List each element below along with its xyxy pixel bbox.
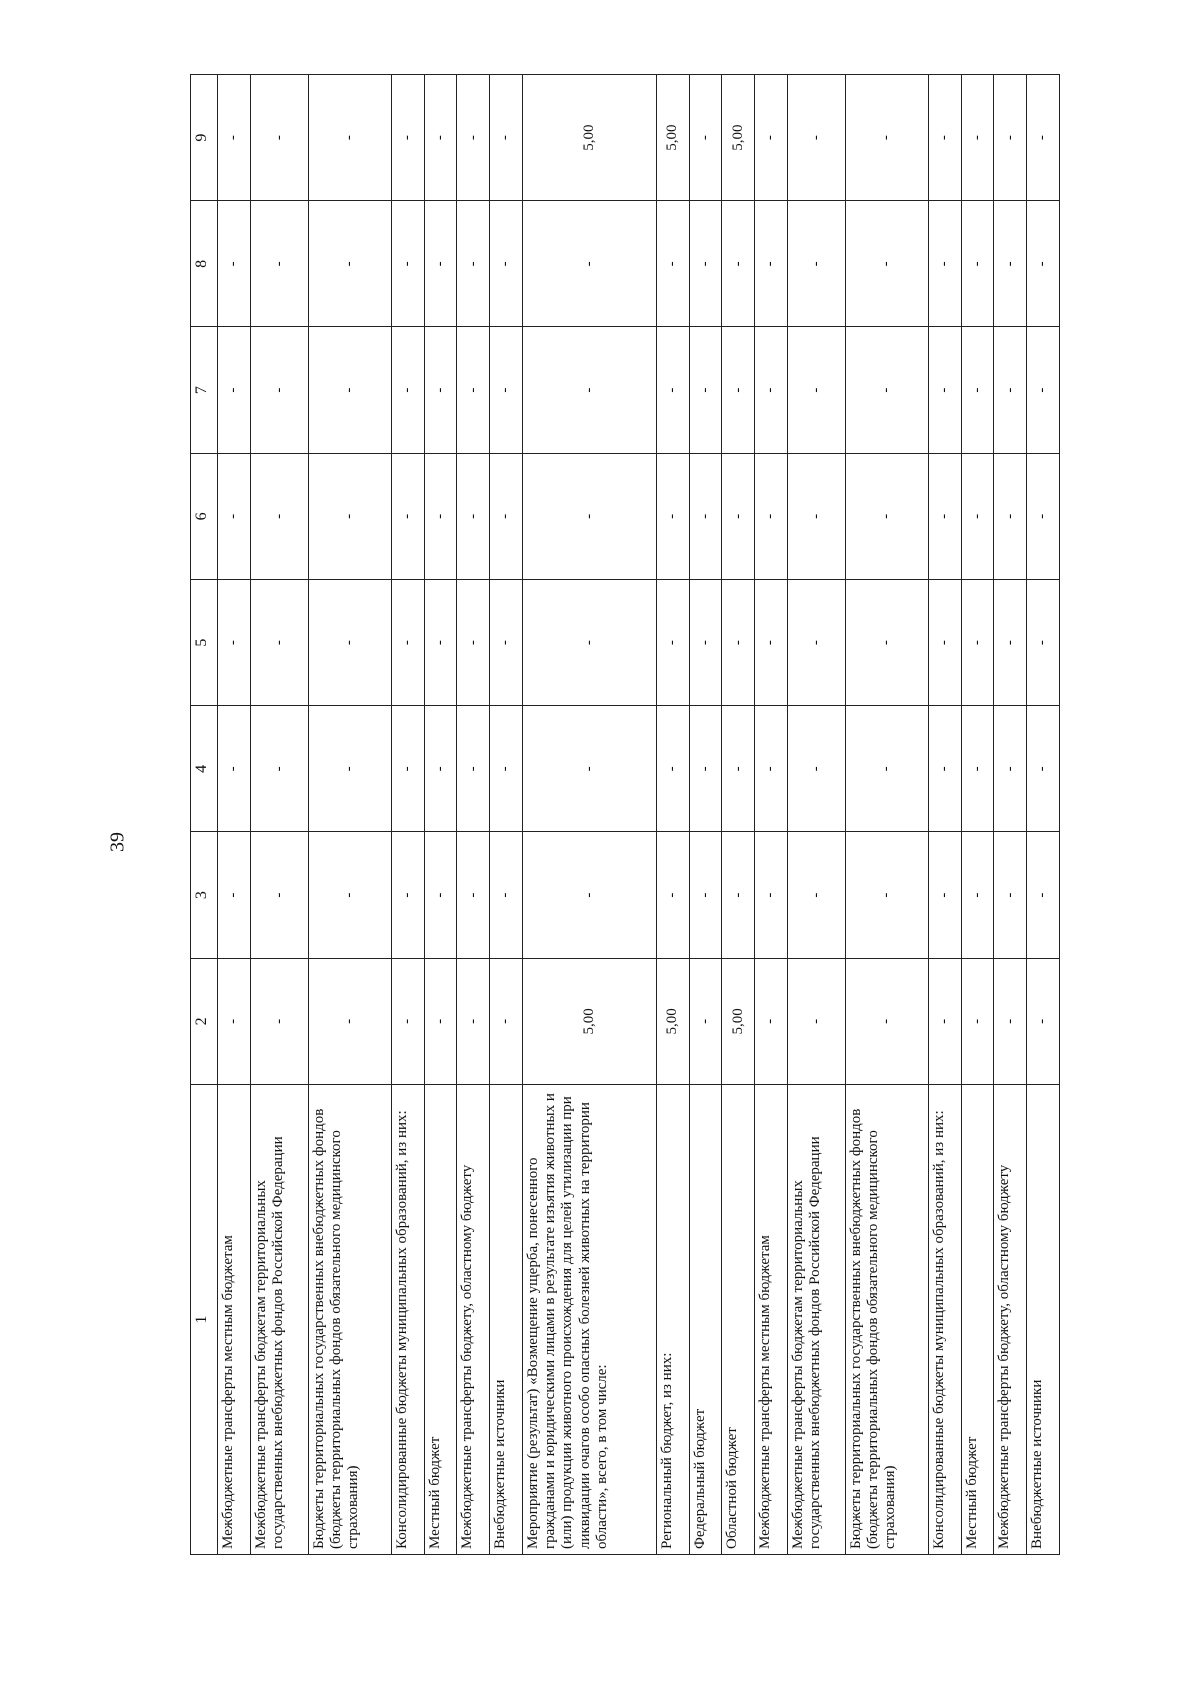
cell-value: -: [689, 832, 722, 958]
row-label: Местный бюджет: [424, 1085, 457, 1555]
cell-value: -: [392, 75, 425, 201]
cell-value: -: [689, 580, 722, 706]
cell-value: -: [250, 958, 308, 1084]
cell-value: -: [490, 832, 523, 958]
budget-table: [190, 74, 1060, 1555]
cell-value: -: [787, 201, 845, 327]
cell-value: -: [392, 832, 425, 958]
cell-value: -: [845, 706, 928, 832]
table-row: [1027, 75, 1060, 1555]
table-row: [755, 75, 788, 1555]
cell-value: -: [689, 327, 722, 453]
cell-value: -: [787, 958, 845, 1084]
cell-value: -: [250, 201, 308, 327]
column-header: 6: [191, 453, 218, 579]
cell-value: -: [929, 832, 962, 958]
cell-value: -: [457, 958, 490, 1084]
row-label: Межбюджетные трансферты бюджетам территориальных государственных внебюджетных фондов Российской Федерации: [787, 1085, 845, 1555]
cell-value: -: [490, 327, 523, 453]
row-label: Мероприятие (результат) «Возмещение ущерба, понесенного гражданами и юридическими лицами в результате изъятия животных и (или) продукции животного происхождения для целей утилизации при ликвидации очагов особо опасных болезней животных на территории области», всего, в том числе:: [522, 1085, 656, 1555]
cell-value: 5,00: [722, 958, 755, 1084]
cell-value: -: [218, 580, 251, 706]
cell-value: 5,00: [522, 958, 656, 1084]
cell-value: -: [656, 832, 689, 958]
cell-value: -: [522, 832, 656, 958]
cell-value: -: [424, 201, 457, 327]
cell-value: -: [961, 453, 994, 579]
cell-value: -: [929, 958, 962, 1084]
cell-value: -: [722, 580, 755, 706]
cell-value: -: [218, 958, 251, 1084]
cell-value: 5,00: [522, 75, 656, 201]
table-header-row: [191, 75, 218, 1555]
row-label: Местный бюджет: [961, 1085, 994, 1555]
table-row: [490, 75, 523, 1555]
row-label: Областной бюджет: [722, 1085, 755, 1555]
cell-value: -: [845, 327, 928, 453]
cell-value: -: [722, 832, 755, 958]
column-header: 2: [191, 958, 218, 1084]
cell-value: -: [392, 580, 425, 706]
cell-value: -: [457, 580, 490, 706]
cell-value: -: [656, 327, 689, 453]
cell-value: -: [424, 958, 457, 1084]
cell-value: -: [689, 706, 722, 832]
row-label: Консолидированные бюджеты муниципальных образований, из них:: [929, 1085, 962, 1555]
cell-value: -: [490, 75, 523, 201]
column-header: 9: [191, 75, 218, 201]
row-label: Межбюджетные трансферты бюджету, областному бюджету: [994, 1085, 1027, 1555]
cell-value: -: [961, 580, 994, 706]
cell-value: -: [656, 580, 689, 706]
cell-value: -: [218, 832, 251, 958]
cell-value: -: [250, 75, 308, 201]
cell-value: -: [994, 580, 1027, 706]
row-label: Федеральный бюджет: [689, 1085, 722, 1555]
row-label: Внебюджетные источники: [490, 1085, 523, 1555]
cell-value: -: [1027, 201, 1060, 327]
cell-value: -: [424, 75, 457, 201]
cell-value: -: [457, 201, 490, 327]
cell-value: -: [308, 75, 391, 201]
cell-value: -: [787, 832, 845, 958]
cell-value: -: [656, 201, 689, 327]
cell-value: -: [457, 832, 490, 958]
cell-value: -: [218, 75, 251, 201]
cell-value: -: [1027, 958, 1060, 1084]
table-row: [845, 75, 928, 1555]
table-row: [522, 75, 656, 1555]
cell-value: -: [250, 832, 308, 958]
cell-value: -: [457, 453, 490, 579]
cell-value: -: [961, 958, 994, 1084]
cell-value: -: [392, 327, 425, 453]
cell-value: -: [457, 327, 490, 453]
row-label: Региональный бюджет, из них:: [656, 1085, 689, 1555]
cell-value: -: [755, 832, 788, 958]
row-label: Консолидированные бюджеты муниципальных образований, из них:: [392, 1085, 425, 1555]
cell-value: -: [490, 706, 523, 832]
cell-value: -: [994, 201, 1027, 327]
cell-value: -: [787, 580, 845, 706]
cell-value: -: [392, 958, 425, 1084]
table-row: [929, 75, 962, 1555]
cell-value: -: [490, 958, 523, 1084]
cell-value: -: [787, 453, 845, 579]
cell-value: -: [522, 201, 656, 327]
cell-value: -: [1027, 832, 1060, 958]
row-label: Бюджеты территориальных государственных внебюджетных фондов (бюджеты территориальных фондов обязательного медицинского страхования): [308, 1085, 391, 1555]
cell-value: -: [961, 201, 994, 327]
cell-value: -: [218, 706, 251, 832]
cell-value: -: [929, 453, 962, 579]
cell-value: -: [522, 327, 656, 453]
cell-value: -: [424, 327, 457, 453]
cell-value: -: [490, 453, 523, 579]
cell-value: -: [308, 580, 391, 706]
cell-value: -: [929, 327, 962, 453]
table-row: [722, 75, 755, 1555]
cell-value: -: [308, 453, 391, 579]
cell-value: -: [994, 327, 1027, 453]
table-row: [961, 75, 994, 1555]
cell-value: -: [755, 580, 788, 706]
cell-value: -: [845, 75, 928, 201]
table-row: [656, 75, 689, 1555]
row-label: Межбюджетные трансферты бюджету, областному бюджету: [457, 1085, 490, 1555]
row-label: Межбюджетные трансферты местным бюджетам: [755, 1085, 788, 1555]
cell-value: -: [929, 75, 962, 201]
cell-value: -: [994, 453, 1027, 579]
cell-value: -: [929, 201, 962, 327]
cell-value: -: [787, 327, 845, 453]
cell-value: -: [1027, 580, 1060, 706]
cell-value: -: [250, 327, 308, 453]
cell-value: -: [689, 958, 722, 1084]
cell-value: -: [392, 201, 425, 327]
cell-value: -: [722, 327, 755, 453]
cell-value: -: [755, 75, 788, 201]
cell-value: -: [250, 580, 308, 706]
cell-value: -: [457, 75, 490, 201]
cell-value: -: [308, 832, 391, 958]
cell-value: -: [457, 706, 490, 832]
cell-value: -: [424, 453, 457, 579]
cell-value: 5,00: [722, 75, 755, 201]
column-header: 8: [191, 201, 218, 327]
cell-value: -: [522, 706, 656, 832]
table-row: [994, 75, 1027, 1555]
cell-value: -: [522, 580, 656, 706]
cell-value: -: [755, 201, 788, 327]
cell-value: -: [961, 75, 994, 201]
cell-value: -: [218, 201, 251, 327]
column-header: 5: [191, 580, 218, 706]
cell-value: -: [424, 706, 457, 832]
table-row: [218, 75, 251, 1555]
rotated-table-container: [190, 75, 1060, 1555]
row-label: Бюджеты территориальных государственных внебюджетных фондов (бюджеты территориальных фондов обязательного медицинского страхования): [845, 1085, 928, 1555]
column-header: 4: [191, 706, 218, 832]
cell-value: -: [929, 706, 962, 832]
page-number: 39: [106, 832, 129, 852]
cell-value: -: [218, 327, 251, 453]
cell-value: -: [994, 958, 1027, 1084]
cell-value: -: [689, 453, 722, 579]
cell-value: -: [490, 580, 523, 706]
cell-value: -: [845, 201, 928, 327]
cell-value: -: [308, 201, 391, 327]
cell-value: -: [722, 706, 755, 832]
cell-value: -: [392, 706, 425, 832]
cell-value: -: [755, 327, 788, 453]
cell-value: -: [787, 75, 845, 201]
cell-value: -: [845, 832, 928, 958]
table-row: [457, 75, 490, 1555]
cell-value: -: [218, 453, 251, 579]
table-row: [392, 75, 425, 1555]
table-row: [308, 75, 391, 1555]
cell-value: -: [755, 706, 788, 832]
cell-value: -: [994, 75, 1027, 201]
cell-value: -: [308, 706, 391, 832]
cell-value: -: [308, 327, 391, 453]
cell-value: 5,00: [656, 75, 689, 201]
table-row: [250, 75, 308, 1555]
cell-value: -: [522, 453, 656, 579]
table-body: [218, 75, 1060, 1555]
cell-value: -: [656, 706, 689, 832]
cell-value: -: [755, 453, 788, 579]
cell-value: 5,00: [656, 958, 689, 1084]
cell-value: -: [308, 958, 391, 1084]
row-label: Межбюджетные трансферты бюджетам территориальных государственных внебюджетных фондов Российской Федерации: [250, 1085, 308, 1555]
cell-value: -: [250, 706, 308, 832]
cell-value: -: [994, 832, 1027, 958]
cell-value: -: [722, 201, 755, 327]
cell-value: -: [755, 958, 788, 1084]
cell-value: -: [656, 453, 689, 579]
cell-value: -: [490, 201, 523, 327]
column-header: 7: [191, 327, 218, 453]
cell-value: -: [250, 453, 308, 579]
cell-value: -: [961, 706, 994, 832]
cell-value: -: [424, 580, 457, 706]
column-header: 1: [191, 1085, 218, 1555]
table-row: [424, 75, 457, 1555]
cell-value: -: [689, 75, 722, 201]
cell-value: -: [722, 453, 755, 579]
cell-value: -: [1027, 453, 1060, 579]
cell-value: -: [1027, 75, 1060, 201]
cell-value: -: [961, 832, 994, 958]
cell-value: -: [929, 580, 962, 706]
row-label: Межбюджетные трансферты местным бюджетам: [218, 1085, 251, 1555]
table-row: [689, 75, 722, 1555]
cell-value: -: [689, 201, 722, 327]
cell-value: -: [1027, 327, 1060, 453]
table-row: [787, 75, 845, 1555]
cell-value: -: [787, 706, 845, 832]
row-label: Внебюджетные источники: [1027, 1085, 1060, 1555]
cell-value: -: [845, 580, 928, 706]
column-header: 3: [191, 832, 218, 958]
cell-value: -: [392, 453, 425, 579]
cell-value: -: [961, 327, 994, 453]
cell-value: -: [424, 832, 457, 958]
cell-value: -: [1027, 706, 1060, 832]
cell-value: -: [845, 453, 928, 579]
cell-value: -: [994, 706, 1027, 832]
cell-value: -: [845, 958, 928, 1084]
